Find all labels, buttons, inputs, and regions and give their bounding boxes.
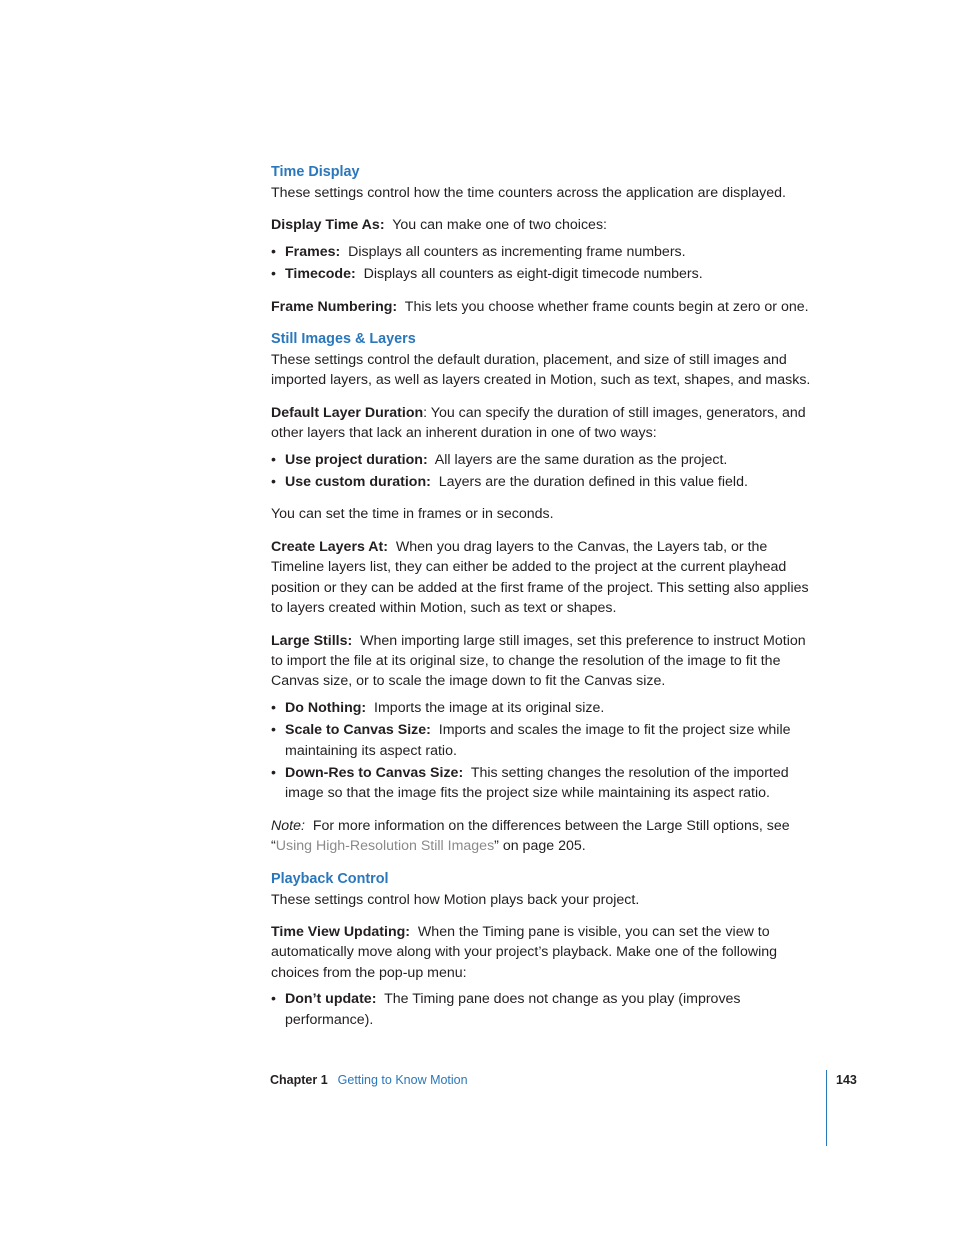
list-item: • Use custom duration: Layers are the duration defined in this value field.	[271, 472, 816, 492]
list-item: • Don’t update: The Timing pane does not change as you play (improves performance).	[271, 989, 816, 1030]
setting-create-layers-at	[271, 537, 816, 619]
page-number: 143	[836, 1073, 857, 1087]
list-item: • Scale to Canvas Size: Imports and scales the image to fit the project size while maintaining its aspect ratio.	[271, 720, 816, 761]
section-still-images	[271, 329, 816, 857]
chapter-title-link[interactable]: Getting to Know Motion	[337, 1073, 468, 1087]
section-intro: These settings control how the time counters across the application are displayed.	[271, 185, 786, 201]
setting-frame-numbering	[271, 297, 816, 317]
time-units-note: You can set the time in frames or in seconds.	[271, 506, 554, 523]
setting-term: Default Layer Duration	[271, 404, 424, 421]
section-intro: These settings control the default duration, placement, and size of still images and imported layers, as well as layers created in Motion, such as text, shapes, and masks.	[271, 352, 811, 389]
setting-large-stills	[271, 631, 816, 692]
duration-options	[271, 450, 816, 493]
list-item: • Down-Res to Canvas Size: This setting changes the resolution of the imported image so that the image fits the project size while maintaining its aspect ratio.	[271, 763, 816, 804]
list-item: • Do Nothing: Imports the image at its original size.	[271, 698, 816, 718]
list-item: • Frames: Displays all counters as incrementing frame numbers.	[271, 242, 816, 262]
section-heading-time-display: Time Display	[271, 164, 360, 180]
list-item: • Use project duration: All layers are the same duration as the project.	[271, 450, 816, 470]
setting-text: : You can specify the duration of still images, generators, and other layers that lack an inherent duration in one of two ways:	[271, 404, 806, 442]
large-stills-options	[271, 698, 816, 804]
page-footer	[270, 1071, 468, 1089]
section-intro: These settings control how Motion plays back your project.	[271, 891, 640, 908]
section-heading-playback-control: Playback Control	[271, 870, 389, 887]
note-label: Note:	[271, 817, 305, 834]
cross-reference-link[interactable]: Using High-Resolution Still Images	[275, 838, 495, 855]
section-playback-control	[271, 869, 816, 1030]
time-view-options	[271, 989, 816, 1030]
display-time-options	[271, 242, 816, 285]
setting-text: When the Timing pane is visible, you can set the view to automatically move along with your project’s playback. Make one of the following choices from the pop-up menu:	[271, 923, 778, 981]
setting-text: When you drag layers to the Canvas, the Layers tab, or the Timeline layers list, they can either be added to the project at the current playhead position or they can be added at the first frame of the project. This setting also applies to layers created within Motion, such as text or shapes.	[271, 538, 809, 617]
setting-term: Create Layers At:	[271, 538, 388, 555]
setting-term: Time View Updating:	[271, 923, 411, 940]
setting-term: Frame Numbering:	[271, 298, 398, 315]
list-item: • Timecode: Displays all counters as eight-digit timecode numbers.	[271, 264, 816, 284]
setting-term: Large Stills:	[271, 632, 353, 649]
note: Note: For more information on the differences between the Large Still options, see “Using High-Resolution Still Images” on page 205.	[271, 817, 790, 855]
setting-term: Display Time As:	[271, 217, 385, 234]
setting-display-time-as	[271, 215, 816, 235]
chapter-label: Chapter 1	[270, 1073, 328, 1087]
section-heading-still-images: Still Images & Layers	[271, 331, 416, 348]
setting-text: This lets you choose whether frame counts begin at zero or one.	[404, 298, 809, 315]
setting-time-view-updating	[271, 922, 816, 983]
page-content	[271, 162, 816, 1030]
setting-text: When importing large still images, set this preference to instruct Motion to import the file at its original size, to change the resolution of the image to fit the Canvas size, or to scale the image down to fit the Canvas size.	[271, 632, 806, 690]
setting-default-layer-duration	[271, 403, 816, 444]
footer-divider	[826, 1070, 827, 1146]
setting-text: You can make one of two choices:	[392, 217, 607, 234]
